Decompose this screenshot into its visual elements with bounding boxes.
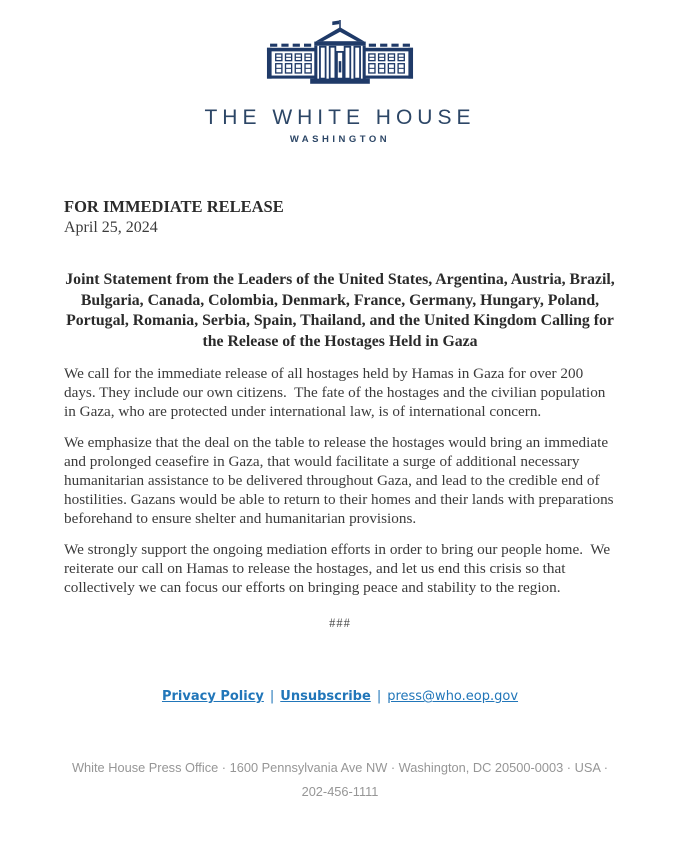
address-line-2: 202-456-1111 bbox=[301, 783, 379, 799]
headline: Joint Statement from the Leaders of the United States, Argentina, Austria, Brazil, Bulgaria, Canada, Colombia, Denmark, France, Germany, Hungary, Poland, Portugal, Romania, Serbia, Spain, Thailand, and the United Kingdom Calling for the Release of the Hostages Held in Gaza bbox=[65, 271, 615, 350]
unsubscribe-link[interactable]: Unsubscribe bbox=[280, 689, 371, 705]
privacy-policy-link[interactable]: Privacy Policy bbox=[161, 689, 264, 705]
document-body bbox=[64, 197, 616, 803]
press-email-link[interactable]: press@who.eop.gov bbox=[387, 689, 519, 705]
body-paragraph-2: We emphasize that the deal on the table to release the hostages would bring an immediate and prolonged ceasefire in Gaza, that would facilitate a surge of additional necessary humanitarian assistance to be delivered throughout Gaza, and lead to the credible end of hostilities. Gazans would be able to return to their homes and their lands with preparations beforehand to ensure shelter and humanitarian provisions. bbox=[64, 434, 618, 528]
footer-links bbox=[64, 689, 616, 704]
letterhead-subtitle: WASHINGTON bbox=[289, 134, 391, 145]
link-separator: | bbox=[269, 689, 275, 705]
white-house-logo-icon bbox=[262, 20, 418, 92]
body-paragraph-3: We strongly support the ongoing mediation efforts in order to bring our people home. We reiterate our call on Hamas to release the hostages, and let us end this crisis so that collectively we can focus our efforts on bringing peace and stability to the region. bbox=[64, 541, 614, 597]
release-date: April 25, 2024 bbox=[64, 219, 158, 236]
letterhead bbox=[0, 20, 680, 145]
release-label: FOR IMMEDIATE RELEASE bbox=[64, 197, 284, 216]
letterhead-title: THE WHITE HOUSE bbox=[204, 106, 476, 129]
press-office-address bbox=[64, 756, 616, 803]
body-paragraph-1: We call for the immediate release of all hostages held by Hamas in Gaza for over 200 days. They include our own citizens. The fate of the hostages and the civilian population in Gaza, who are protected under international law, is of international concern. bbox=[64, 365, 610, 421]
link-separator: | bbox=[376, 689, 382, 705]
release-info bbox=[64, 197, 616, 237]
end-mark: ### bbox=[329, 616, 351, 631]
address-line-1: White House Press Office · 1600 Pennsylvania Ave NW · Washington, DC 20500-0003 · USA · bbox=[71, 760, 609, 776]
